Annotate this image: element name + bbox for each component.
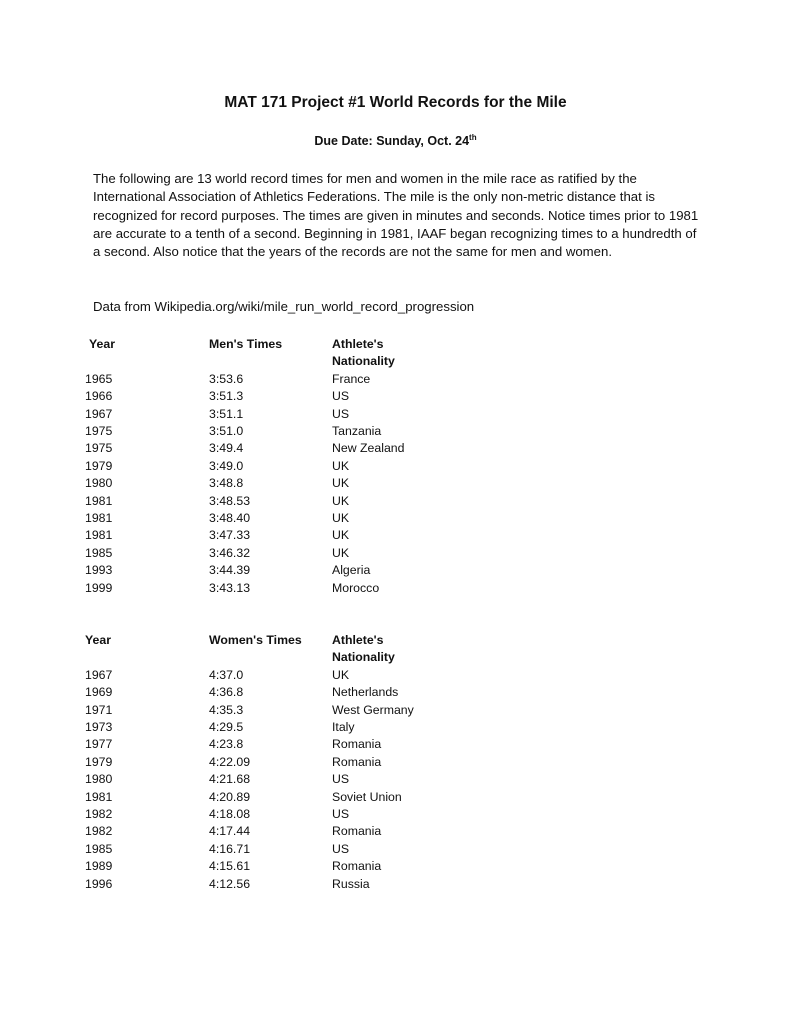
page-title: MAT 171 Project #1 World Records for the Mile xyxy=(224,94,567,111)
table-row xyxy=(85,423,472,440)
year-cell: 1966 xyxy=(85,389,113,404)
table-row xyxy=(85,388,472,405)
year-cell: 1981 xyxy=(85,528,113,543)
time-cell: 3:53.6 xyxy=(209,371,244,386)
year-cell: 1965 xyxy=(85,371,113,386)
time-cell: 3:46.32 xyxy=(209,545,251,560)
table-row xyxy=(85,789,472,806)
table-row xyxy=(85,580,472,597)
women-time-header: Women's Times xyxy=(209,633,302,647)
year-cell: 1975 xyxy=(85,424,113,439)
year-cell: 1967 xyxy=(85,406,113,421)
nationality-cell: New Zealand xyxy=(332,441,405,456)
year-cell: 1975 xyxy=(85,441,113,456)
data-source: Data from Wikipedia.org/wiki/mile_run_world_record_progression xyxy=(93,299,475,314)
table-row xyxy=(85,667,472,684)
nationality-cell: UK xyxy=(332,458,350,473)
time-cell: 4:17.44 xyxy=(209,824,251,839)
nationality-cell: Romania xyxy=(332,859,382,874)
time-cell: 4:22.09 xyxy=(209,754,251,769)
year-cell: 1979 xyxy=(85,754,113,769)
nationality-cell: UK xyxy=(332,511,350,526)
women-year-header: Year xyxy=(85,633,111,647)
men-time-header: Men's Times xyxy=(209,337,283,351)
due-date xyxy=(0,134,791,148)
table-row xyxy=(85,475,472,492)
nationality-cell: Russia xyxy=(332,876,370,891)
table-row xyxy=(85,806,472,823)
women-nationality-header-line2: Nationality xyxy=(332,650,395,665)
year-cell: 1979 xyxy=(85,458,113,473)
year-cell: 1993 xyxy=(85,563,113,578)
time-cell: 3:51.0 xyxy=(209,424,244,439)
time-cell: 4:23.8 xyxy=(209,737,244,752)
table-row xyxy=(85,510,472,527)
nationality-cell: Tanzania xyxy=(332,424,382,439)
men-nationality-header-line1: Athlete's xyxy=(332,337,384,351)
due-date-text: Due Date: Sunday, Oct. 24 xyxy=(314,134,470,148)
table-row xyxy=(85,371,472,388)
year-cell: 1971 xyxy=(85,702,113,717)
table-row xyxy=(85,771,472,788)
table-row xyxy=(85,545,472,562)
nationality-cell: UK xyxy=(332,476,350,491)
table-row xyxy=(85,754,472,771)
table-row xyxy=(85,684,472,701)
men-nationality-header-line2: Nationality xyxy=(332,354,395,369)
table-row xyxy=(85,562,472,579)
table-row xyxy=(85,823,472,840)
year-cell: 1996 xyxy=(85,876,113,891)
time-cell: 4:12.56 xyxy=(209,876,251,891)
men-records-table xyxy=(85,336,472,597)
time-cell: 4:29.5 xyxy=(209,720,244,735)
time-cell: 4:21.68 xyxy=(209,772,251,787)
time-cell: 4:37.0 xyxy=(209,667,244,682)
year-cell: 1969 xyxy=(85,685,113,700)
time-cell: 3:47.33 xyxy=(209,528,251,543)
year-cell: 1982 xyxy=(85,807,113,822)
table-row xyxy=(85,527,472,544)
men-header-row xyxy=(85,336,472,371)
year-cell: 1981 xyxy=(85,511,113,526)
year-cell: 1981 xyxy=(85,789,113,804)
table-row xyxy=(85,736,472,753)
year-cell: 1982 xyxy=(85,824,113,839)
nationality-cell: Romania xyxy=(332,737,382,752)
nationality-cell: UK xyxy=(332,545,350,560)
nationality-cell: France xyxy=(332,371,371,386)
nationality-cell: Italy xyxy=(332,720,355,735)
women-records-table xyxy=(85,632,472,893)
time-cell: 3:49.0 xyxy=(209,458,244,473)
nationality-cell: Soviet Union xyxy=(332,789,402,804)
nationality-cell: UK xyxy=(332,667,350,682)
time-cell: 3:44.39 xyxy=(209,563,251,578)
table-row xyxy=(85,841,472,858)
time-cell: 3:49.4 xyxy=(209,441,244,456)
time-cell: 4:35.3 xyxy=(209,702,244,717)
nationality-cell: Netherlands xyxy=(332,685,399,700)
nationality-cell: Algeria xyxy=(332,563,371,578)
year-cell: 1989 xyxy=(85,859,113,874)
nationality-cell: US xyxy=(332,807,350,822)
nationality-cell: Morocco xyxy=(332,580,380,595)
time-cell: 3:43.13 xyxy=(209,580,251,595)
nationality-cell: US xyxy=(332,389,350,404)
table-row xyxy=(85,719,472,736)
intro-paragraph: The following are 13 world record times for men and women in the mile race as ratified by the International Association of Athletics Federations. The mile is the only non-metric distance that is recognized for record purposes. The times are given in minutes and seconds. Notice times prior to 1981 are accurate to a tenth of a second. Beginning in 1981, IAAF began recognizing times to a hundredth of a second. Also notice that the years of the records are not the same for men and women. xyxy=(93,171,699,260)
table-row xyxy=(85,406,472,423)
table-row xyxy=(85,858,472,875)
year-cell: 1980 xyxy=(85,772,113,787)
year-cell: 1977 xyxy=(85,737,113,752)
year-cell: 1985 xyxy=(85,545,113,560)
table-row xyxy=(85,702,472,719)
table-row xyxy=(85,440,472,457)
time-cell: 3:48.40 xyxy=(209,511,251,526)
year-cell: 1967 xyxy=(85,667,113,682)
time-cell: 3:48.8 xyxy=(209,476,244,491)
year-cell: 1973 xyxy=(85,720,113,735)
nationality-cell: Romania xyxy=(332,754,382,769)
year-cell: 1999 xyxy=(85,580,113,595)
nationality-cell: US xyxy=(332,841,350,856)
table-row xyxy=(85,493,472,510)
nationality-cell: UK xyxy=(332,528,350,543)
time-cell: 4:15.61 xyxy=(209,859,251,874)
nationality-cell: UK xyxy=(332,493,350,508)
nationality-cell: Romania xyxy=(332,824,382,839)
year-cell: 1981 xyxy=(85,493,113,508)
women-nationality-header xyxy=(332,632,472,667)
women-nationality-header-line1: Athlete's xyxy=(332,633,384,647)
time-cell: 4:36.8 xyxy=(209,685,244,700)
time-cell: 3:51.1 xyxy=(209,406,244,421)
time-cell: 3:48.53 xyxy=(209,493,251,508)
women-header-row xyxy=(85,632,472,667)
time-cell: 4:20.89 xyxy=(209,789,251,804)
nationality-cell: US xyxy=(332,406,350,421)
year-cell: 1980 xyxy=(85,476,113,491)
men-nationality-header xyxy=(332,336,472,371)
nationality-cell: US xyxy=(332,772,350,787)
due-date-ordinal: th xyxy=(469,132,477,142)
year-cell: 1985 xyxy=(85,841,113,856)
time-cell: 4:16.71 xyxy=(209,841,251,856)
nationality-cell: West Germany xyxy=(332,702,414,717)
time-cell: 4:18.08 xyxy=(209,807,251,822)
table-row xyxy=(85,876,472,893)
men-year-header: Year xyxy=(89,337,115,351)
time-cell: 3:51.3 xyxy=(209,389,244,404)
table-row xyxy=(85,458,472,475)
